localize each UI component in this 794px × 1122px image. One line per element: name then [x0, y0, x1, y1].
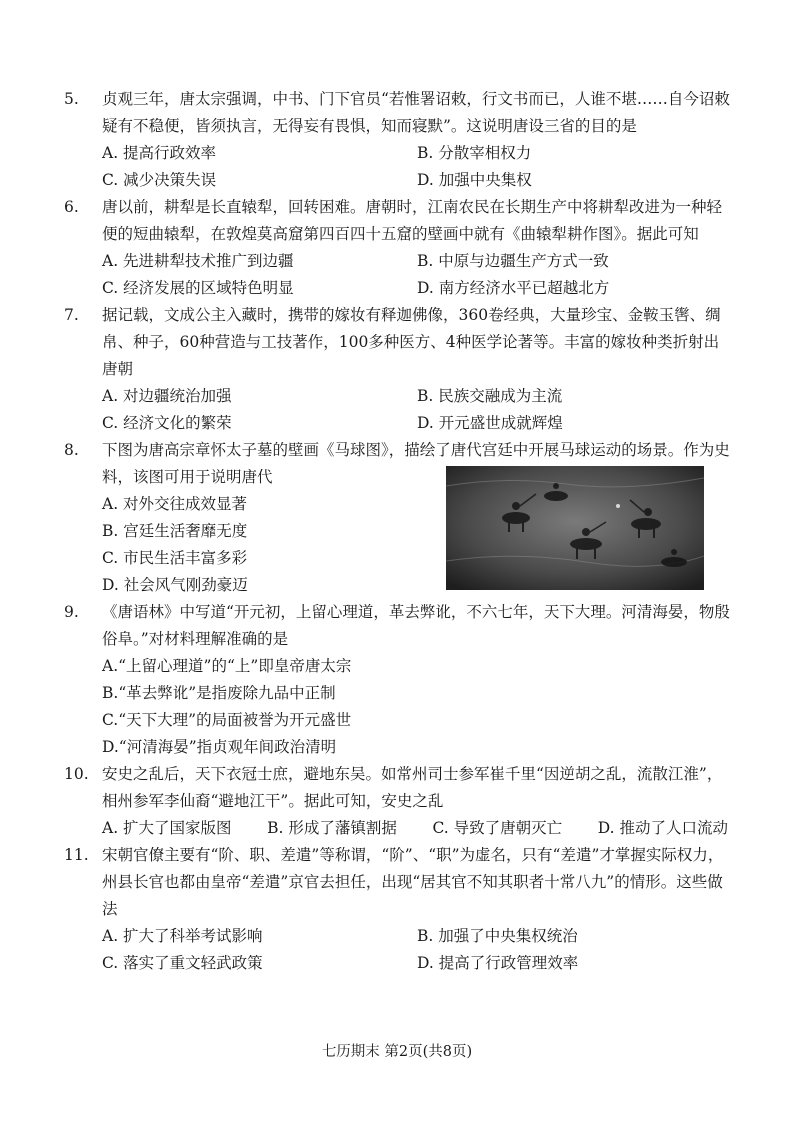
question-5: [64, 86, 732, 194]
option-a[interactable]: A. 先进耕犁技术推广到边疆: [102, 252, 294, 270]
question-text: 安史之乱后，天下衣冠士庶，避地东吴。如常州司士参军崔千里“因逆胡之乱，流散江淮”，相州参军李仙裔“避地江干”。据此可知，安史之乱: [102, 765, 723, 810]
options-row: [64, 140, 732, 167]
question-6: [64, 194, 732, 302]
options-row: [64, 167, 732, 194]
question-number: 6.: [64, 198, 79, 216]
option-c[interactable]: C. 经济发展的区域特色明显: [102, 279, 294, 297]
options-column: [64, 653, 732, 761]
question-number: 8.: [64, 441, 79, 459]
question-stem: [64, 302, 732, 383]
option-c[interactable]: C. 减少决策失误: [102, 171, 217, 189]
option-c[interactable]: C. 导致了唐朝灭亡: [432, 819, 563, 837]
polo-mural-image: [446, 466, 704, 590]
option-b[interactable]: B.“革去弊讹”是指废除九品中正制: [102, 684, 336, 702]
option-b[interactable]: B. 形成了藩镇割据: [267, 819, 397, 837]
option-c[interactable]: C. 落实了重文轻武政策: [102, 954, 263, 972]
option-d[interactable]: D. 提高了行政管理效率: [417, 954, 579, 972]
question-9: [64, 599, 732, 761]
question-stem: [64, 194, 732, 248]
question-text: 《唐语林》中写道“开元初，上留心理道，革去弊讹，不六七年，天下大理。河清海晏，物殷俗阜。”对材料理解准确的是: [102, 603, 730, 648]
option-d[interactable]: D. 社会风气刚劲豪迈: [102, 576, 248, 594]
options-row: [64, 383, 732, 410]
options-row: [64, 923, 732, 950]
option-c[interactable]: C.“天下大理”的局面被誉为开元盛世: [102, 711, 352, 729]
question-number: 5.: [64, 90, 79, 108]
page-footer: 七历期末 第2页(共8页): [321, 1044, 473, 1060]
question-number: 9.: [64, 603, 79, 621]
question-text: 唐以前，耕犁是长直辕犁，回转困难。唐朝时，江南农民在长期生产中将耕犁改进为一种轻便的短曲辕犁，在敦煌莫高窟第四百四十五窟的壁画中就有《曲辕犁耕作图》。据此可知: [102, 198, 723, 243]
option-d[interactable]: D. 推动了人口流动: [597, 819, 728, 837]
options-row: [64, 410, 732, 437]
option-d[interactable]: D.“河清海晏”指贞观年间政治清明: [102, 738, 337, 756]
option-a[interactable]: A. 提高行政效率: [102, 144, 217, 162]
option-a[interactable]: A.“上留心理道”的“上”即皇帝唐太宗: [102, 657, 352, 675]
option-d[interactable]: D. 加强中央集权: [417, 171, 532, 189]
option-a[interactable]: A. 对外交往成效显著: [102, 495, 248, 513]
option-b[interactable]: B. 宫廷生活奢靡无度: [102, 522, 248, 540]
question-10: [64, 761, 732, 842]
question-11: [64, 842, 732, 977]
question-stem: [64, 599, 732, 653]
options-row: [64, 815, 732, 842]
question-stem: [64, 842, 732, 923]
option-c[interactable]: C. 市民生活丰富多彩: [102, 549, 248, 567]
option-a[interactable]: A. 扩大了科举考试影响: [102, 927, 263, 945]
question-text: 据记载，文成公主入藏时，携带的嫁妆有释迦佛像，360卷经典，大量珍宝、金鞍玉辔、绸帛、种子，60种营造与工技著作，100多种医方、4种医学论著等。丰富的嫁妆种类折射出唐朝: [102, 306, 721, 378]
options-row: [64, 950, 732, 977]
question-number: 10.: [64, 765, 89, 783]
option-a[interactable]: A. 扩大了国家版图: [102, 819, 232, 837]
option-b[interactable]: B. 分散宰相权力: [417, 144, 532, 162]
options-row: [64, 248, 732, 275]
option-d[interactable]: D. 南方经济水平已超越北方: [417, 279, 610, 297]
option-d[interactable]: D. 开元盛世成就辉煌: [417, 414, 563, 432]
polo-mural-icon: [446, 466, 704, 590]
question-stem: [64, 86, 732, 140]
question-text: 宋朝官僚主要有“阶、职、差遣”等称谓，“阶”、“职”为虚名，只有“差遣”才掌握实际权力，州县长官也都由皇帝“差遣”京官去担任，出现“居其官不知其职者十常八九”的情形。这些做法: [102, 846, 724, 918]
option-b[interactable]: B. 民族交融成为主流: [417, 387, 563, 405]
options-row: [64, 275, 732, 302]
question-stem: [64, 761, 732, 815]
option-c[interactable]: C. 经济文化的繁荣: [102, 414, 232, 432]
question-7: [64, 302, 732, 437]
question-number: 7.: [64, 306, 79, 324]
question-text: 贞观三年，唐太宗强调，中书、门下官员“若惟署诏敕，行文书而已，人谁不堪……自今诏敕疑有不稳便，皆须执言，无得妄有畏惧，知而寝默”。这说明唐设三省的目的是: [102, 90, 730, 135]
question-number: 11.: [64, 846, 89, 864]
option-b[interactable]: B. 中原与边疆生产方式一致: [417, 252, 609, 270]
option-a[interactable]: A. 对边疆统治加强: [102, 387, 232, 405]
option-b[interactable]: B. 加强了中央集权统治: [417, 927, 578, 945]
question-text: 下图为唐高宗章怀太子墓的壁画《马球图》，描绘了唐代宫廷中开展马球运动的场景。作为史料，该图可用于说明唐代: [102, 441, 730, 486]
